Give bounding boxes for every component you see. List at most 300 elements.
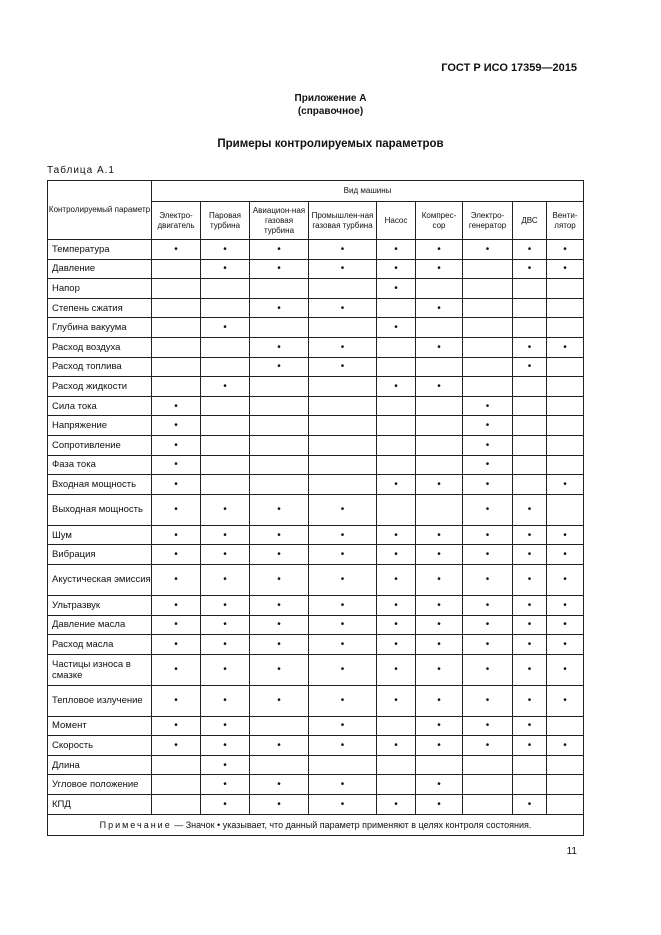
applicability-cell: •	[201, 654, 250, 685]
applicability-cell	[547, 396, 584, 416]
applicability-cell: •	[152, 654, 201, 685]
applicability-cell	[463, 377, 513, 397]
applicability-cell: •	[250, 654, 309, 685]
table-row	[48, 795, 584, 815]
applicability-cell: •	[201, 545, 250, 565]
applicability-cell: •	[152, 475, 201, 495]
applicability-cell: •	[250, 337, 309, 357]
applicability-cell	[547, 416, 584, 436]
applicability-cell: •	[416, 377, 463, 397]
applicability-cell: •	[463, 736, 513, 756]
table-row	[48, 337, 584, 357]
applicability-cell	[547, 716, 584, 736]
applicability-cell: •	[377, 525, 416, 545]
applicability-cell: •	[201, 755, 250, 775]
applicability-cell	[309, 475, 377, 495]
table-row	[48, 635, 584, 655]
applicability-cell: •	[416, 337, 463, 357]
note-text: — Значок • указывает, что данный параметр применяют в целях контроля состояния.	[171, 819, 532, 830]
param-name: Фаза тока	[48, 455, 152, 475]
applicability-cell	[547, 494, 584, 525]
applicability-cell: •	[513, 736, 547, 756]
applicability-cell: •	[416, 595, 463, 615]
param-name: Угловое положение	[48, 775, 152, 795]
applicability-cell: •	[416, 298, 463, 318]
applicability-cell: •	[377, 279, 416, 299]
applicability-cell: •	[201, 318, 250, 338]
applicability-cell	[513, 455, 547, 475]
applicability-cell: •	[152, 525, 201, 545]
applicability-cell: •	[250, 525, 309, 545]
applicability-cell	[416, 455, 463, 475]
applicability-cell	[463, 755, 513, 775]
applicability-cell	[547, 318, 584, 338]
applicability-cell: •	[547, 654, 584, 685]
applicability-cell: •	[377, 736, 416, 756]
applicability-cell	[416, 416, 463, 436]
applicability-cell	[463, 318, 513, 338]
applicability-cell	[377, 455, 416, 475]
applicability-cell: •	[463, 494, 513, 525]
applicability-cell: •	[201, 259, 250, 279]
applicability-cell: •	[416, 259, 463, 279]
note-label: Примечание	[99, 819, 172, 830]
applicability-cell: •	[152, 455, 201, 475]
param-name: Шум	[48, 525, 152, 545]
applicability-cell	[463, 298, 513, 318]
applicability-cell: •	[309, 736, 377, 756]
applicability-cell	[416, 435, 463, 455]
applicability-cell: •	[152, 494, 201, 525]
applicability-cell: •	[250, 564, 309, 595]
applicability-cell: •	[250, 545, 309, 565]
applicability-cell: •	[416, 545, 463, 565]
applicability-cell: •	[416, 615, 463, 635]
applicability-cell	[152, 279, 201, 299]
machine-header-1: Электро-двигатель	[152, 202, 201, 240]
applicability-cell: •	[250, 736, 309, 756]
applicability-cell: •	[201, 595, 250, 615]
param-name: Напор	[48, 279, 152, 299]
applicability-cell: •	[201, 377, 250, 397]
table-row	[48, 595, 584, 615]
applicability-cell	[513, 755, 547, 775]
applicability-cell	[250, 716, 309, 736]
applicability-cell: •	[547, 615, 584, 635]
param-name: Расход масла	[48, 635, 152, 655]
table-row	[48, 755, 584, 775]
table-row	[48, 736, 584, 756]
applicability-cell: •	[309, 595, 377, 615]
param-name: Акустическая эмиссия	[48, 564, 152, 595]
machine-header-5: Насос	[377, 202, 416, 240]
applicability-cell: •	[152, 564, 201, 595]
applicability-cell: •	[201, 685, 250, 716]
applicability-cell	[416, 318, 463, 338]
applicability-cell: •	[463, 435, 513, 455]
applicability-cell	[201, 435, 250, 455]
param-name: Входная мощность	[48, 475, 152, 495]
applicability-cell	[201, 475, 250, 495]
applicability-cell: •	[547, 337, 584, 357]
param-name: Напряжение	[48, 416, 152, 436]
parameters-table	[47, 180, 584, 836]
applicability-cell: •	[463, 240, 513, 260]
page-number: 11	[566, 846, 577, 857]
applicability-cell: •	[201, 795, 250, 815]
applicability-cell: •	[309, 357, 377, 377]
table-row	[48, 564, 584, 595]
applicability-cell: •	[416, 795, 463, 815]
table-row	[48, 615, 584, 635]
applicability-cell	[309, 279, 377, 299]
applicability-cell: •	[416, 685, 463, 716]
applicability-cell	[513, 396, 547, 416]
table-label: Таблица А.1	[47, 165, 115, 176]
appendix-title: Приложение А	[294, 93, 367, 104]
applicability-cell: •	[416, 475, 463, 495]
applicability-cell	[377, 337, 416, 357]
applicability-cell	[152, 795, 201, 815]
table-row	[48, 475, 584, 495]
machine-header-9: Венти-лятор	[547, 202, 584, 240]
machine-header-7: Электро-генератор	[463, 202, 513, 240]
applicability-cell: •	[463, 455, 513, 475]
applicability-cell: •	[309, 654, 377, 685]
applicability-cell: •	[463, 716, 513, 736]
applicability-cell	[250, 396, 309, 416]
param-name: Длина	[48, 755, 152, 775]
applicability-cell	[201, 396, 250, 416]
table-body	[48, 240, 584, 815]
table-row	[48, 435, 584, 455]
param-name: Степень сжатия	[48, 298, 152, 318]
param-name: Расход жидкости	[48, 377, 152, 397]
applicability-cell	[201, 279, 250, 299]
applicability-cell: •	[513, 545, 547, 565]
applicability-cell: •	[547, 685, 584, 716]
applicability-cell: •	[547, 259, 584, 279]
applicability-cell	[377, 435, 416, 455]
applicability-cell	[547, 795, 584, 815]
applicability-cell: •	[513, 795, 547, 815]
param-name: Давление масла	[48, 615, 152, 635]
applicability-cell	[152, 298, 201, 318]
table-header	[48, 181, 584, 240]
applicability-cell: •	[309, 337, 377, 357]
param-name: Давление	[48, 259, 152, 279]
applicability-cell	[152, 377, 201, 397]
applicability-cell: •	[513, 564, 547, 595]
applicability-cell: •	[201, 635, 250, 655]
applicability-cell: •	[416, 564, 463, 595]
applicability-cell: •	[513, 494, 547, 525]
applicability-cell	[250, 318, 309, 338]
machine-header-2: Паровая турбина	[201, 202, 250, 240]
param-name: Тепловое излучение	[48, 685, 152, 716]
applicability-cell	[463, 259, 513, 279]
applicability-cell	[416, 279, 463, 299]
param-name: Момент	[48, 716, 152, 736]
applicability-cell: •	[416, 736, 463, 756]
param-name: Ультразвук	[48, 595, 152, 615]
table-row	[48, 396, 584, 416]
machine-type-header: Вид машины	[152, 181, 584, 202]
applicability-cell: •	[152, 416, 201, 436]
table-row	[48, 298, 584, 318]
applicability-cell: •	[377, 615, 416, 635]
applicability-cell: •	[416, 654, 463, 685]
applicability-cell	[152, 337, 201, 357]
applicability-cell	[309, 377, 377, 397]
param-name: КПД	[48, 795, 152, 815]
applicability-cell	[547, 298, 584, 318]
applicability-cell: •	[513, 615, 547, 635]
param-name: Скорость	[48, 736, 152, 756]
applicability-cell: •	[547, 564, 584, 595]
applicability-cell	[416, 396, 463, 416]
applicability-cell: •	[250, 240, 309, 260]
applicability-cell: •	[309, 615, 377, 635]
param-name: Расход топлива	[48, 357, 152, 377]
applicability-cell	[463, 279, 513, 299]
table-row	[48, 416, 584, 436]
applicability-cell: •	[377, 654, 416, 685]
applicability-cell: •	[250, 775, 309, 795]
applicability-cell	[416, 494, 463, 525]
machine-header-6: Компрес-сор	[416, 202, 463, 240]
applicability-cell	[152, 318, 201, 338]
applicability-cell: •	[513, 595, 547, 615]
applicability-cell	[152, 259, 201, 279]
table-row	[48, 494, 584, 525]
param-name: Глубина вакуума	[48, 318, 152, 338]
applicability-cell: •	[309, 716, 377, 736]
applicability-cell	[309, 755, 377, 775]
applicability-cell: •	[377, 564, 416, 595]
machine-header-3: Авиацион-ная газовая турбина	[250, 202, 309, 240]
applicability-cell: •	[463, 615, 513, 635]
param-name: Сила тока	[48, 396, 152, 416]
applicability-cell	[309, 435, 377, 455]
applicability-cell: •	[416, 240, 463, 260]
applicability-cell	[547, 279, 584, 299]
applicability-cell	[377, 716, 416, 736]
applicability-cell	[201, 337, 250, 357]
applicability-cell: •	[513, 525, 547, 545]
applicability-cell: •	[250, 357, 309, 377]
applicability-cell: •	[250, 635, 309, 655]
param-column-header: Контролируемый параметр	[48, 181, 152, 240]
applicability-cell	[547, 357, 584, 377]
applicability-cell: •	[201, 736, 250, 756]
table-row	[48, 240, 584, 260]
applicability-cell: •	[377, 240, 416, 260]
applicability-cell: •	[152, 685, 201, 716]
applicability-cell	[513, 279, 547, 299]
applicability-cell: •	[152, 716, 201, 736]
applicability-cell: •	[513, 635, 547, 655]
applicability-cell: •	[201, 615, 250, 635]
applicability-cell	[377, 357, 416, 377]
applicability-cell	[513, 298, 547, 318]
applicability-cell: •	[309, 545, 377, 565]
applicability-cell: •	[152, 736, 201, 756]
applicability-cell	[201, 416, 250, 436]
applicability-cell: •	[416, 635, 463, 655]
applicability-cell	[463, 357, 513, 377]
param-name: Температура	[48, 240, 152, 260]
applicability-cell	[377, 775, 416, 795]
applicability-cell	[309, 455, 377, 475]
applicability-cell	[463, 775, 513, 795]
applicability-cell	[513, 435, 547, 455]
applicability-cell: •	[547, 240, 584, 260]
applicability-cell: •	[377, 318, 416, 338]
applicability-cell	[201, 455, 250, 475]
applicability-cell: •	[463, 595, 513, 615]
applicability-cell: •	[377, 545, 416, 565]
applicability-cell	[377, 494, 416, 525]
table-note	[48, 814, 584, 835]
appendix-subtitle: (справочное)	[297, 106, 364, 117]
table-row	[48, 525, 584, 545]
machine-header-8: ДВС	[513, 202, 547, 240]
table-row	[48, 279, 584, 299]
applicability-cell: •	[463, 475, 513, 495]
machine-header-4: Промышлен-ная газовая турбина	[309, 202, 377, 240]
applicability-cell: •	[152, 435, 201, 455]
table-row	[48, 685, 584, 716]
applicability-cell: •	[201, 240, 250, 260]
table-row	[48, 654, 584, 685]
applicability-cell: •	[547, 525, 584, 545]
applicability-cell: •	[152, 615, 201, 635]
table-row	[48, 716, 584, 736]
applicability-cell	[547, 435, 584, 455]
applicability-cell: •	[547, 595, 584, 615]
applicability-cell: •	[547, 736, 584, 756]
applicability-cell: •	[250, 685, 309, 716]
applicability-cell: •	[309, 775, 377, 795]
applicability-cell: •	[152, 595, 201, 615]
applicability-cell: •	[463, 396, 513, 416]
applicability-cell	[309, 318, 377, 338]
applicability-cell	[250, 755, 309, 775]
param-name: Вибрация	[48, 545, 152, 565]
applicability-cell	[201, 298, 250, 318]
applicability-cell: •	[416, 525, 463, 545]
applicability-cell: •	[152, 545, 201, 565]
applicability-cell: •	[513, 654, 547, 685]
applicability-cell: •	[463, 545, 513, 565]
applicability-cell: •	[377, 795, 416, 815]
applicability-cell	[463, 337, 513, 357]
applicability-cell	[309, 416, 377, 436]
applicability-cell	[547, 455, 584, 475]
applicability-cell: •	[416, 775, 463, 795]
applicability-cell	[513, 416, 547, 436]
applicability-cell: •	[250, 298, 309, 318]
applicability-cell: •	[309, 494, 377, 525]
applicability-cell	[250, 475, 309, 495]
applicability-cell: •	[377, 377, 416, 397]
applicability-cell	[463, 795, 513, 815]
applicability-cell: •	[547, 545, 584, 565]
applicability-cell: •	[547, 475, 584, 495]
applicability-cell: •	[250, 615, 309, 635]
applicability-cell	[201, 357, 250, 377]
applicability-cell: •	[377, 259, 416, 279]
table-row	[48, 259, 584, 279]
applicability-cell: •	[309, 240, 377, 260]
applicability-cell	[377, 416, 416, 436]
applicability-cell	[547, 775, 584, 795]
applicability-cell: •	[377, 635, 416, 655]
applicability-cell: •	[201, 564, 250, 595]
applicability-cell: •	[309, 298, 377, 318]
applicability-cell	[513, 775, 547, 795]
applicability-cell	[513, 475, 547, 495]
applicability-cell: •	[463, 416, 513, 436]
table-row	[48, 357, 584, 377]
table-row	[48, 775, 584, 795]
applicability-cell: •	[513, 259, 547, 279]
applicability-cell: •	[513, 685, 547, 716]
table-row	[48, 377, 584, 397]
applicability-cell	[250, 279, 309, 299]
applicability-cell: •	[309, 259, 377, 279]
applicability-cell: •	[463, 525, 513, 545]
applicability-cell	[416, 755, 463, 775]
applicability-cell	[547, 755, 584, 775]
applicability-cell	[309, 396, 377, 416]
applicability-cell: •	[309, 685, 377, 716]
section-title: Примеры контролируемых параметров	[217, 138, 444, 150]
applicability-cell: •	[547, 635, 584, 655]
applicability-cell	[152, 775, 201, 795]
applicability-cell: •	[463, 685, 513, 716]
applicability-cell: •	[250, 595, 309, 615]
applicability-cell: •	[377, 685, 416, 716]
applicability-cell: •	[250, 259, 309, 279]
applicability-cell: •	[513, 240, 547, 260]
applicability-cell: •	[250, 795, 309, 815]
applicability-cell: •	[463, 654, 513, 685]
applicability-cell	[250, 455, 309, 475]
applicability-cell	[416, 357, 463, 377]
applicability-cell	[152, 755, 201, 775]
applicability-cell: •	[309, 635, 377, 655]
applicability-cell	[377, 396, 416, 416]
applicability-cell: •	[250, 494, 309, 525]
applicability-cell: •	[377, 595, 416, 615]
applicability-cell: •	[463, 564, 513, 595]
applicability-cell: •	[513, 337, 547, 357]
applicability-cell	[513, 377, 547, 397]
applicability-cell: •	[309, 564, 377, 595]
applicability-cell: •	[513, 716, 547, 736]
applicability-cell: •	[309, 795, 377, 815]
applicability-cell	[250, 377, 309, 397]
applicability-cell: •	[309, 525, 377, 545]
applicability-cell: •	[201, 525, 250, 545]
applicability-cell: •	[463, 635, 513, 655]
standard-header: ГОСТ Р ИСО 17359—2015	[441, 62, 577, 74]
param-name: Сопротивление	[48, 435, 152, 455]
applicability-cell	[377, 755, 416, 775]
table-row	[48, 318, 584, 338]
